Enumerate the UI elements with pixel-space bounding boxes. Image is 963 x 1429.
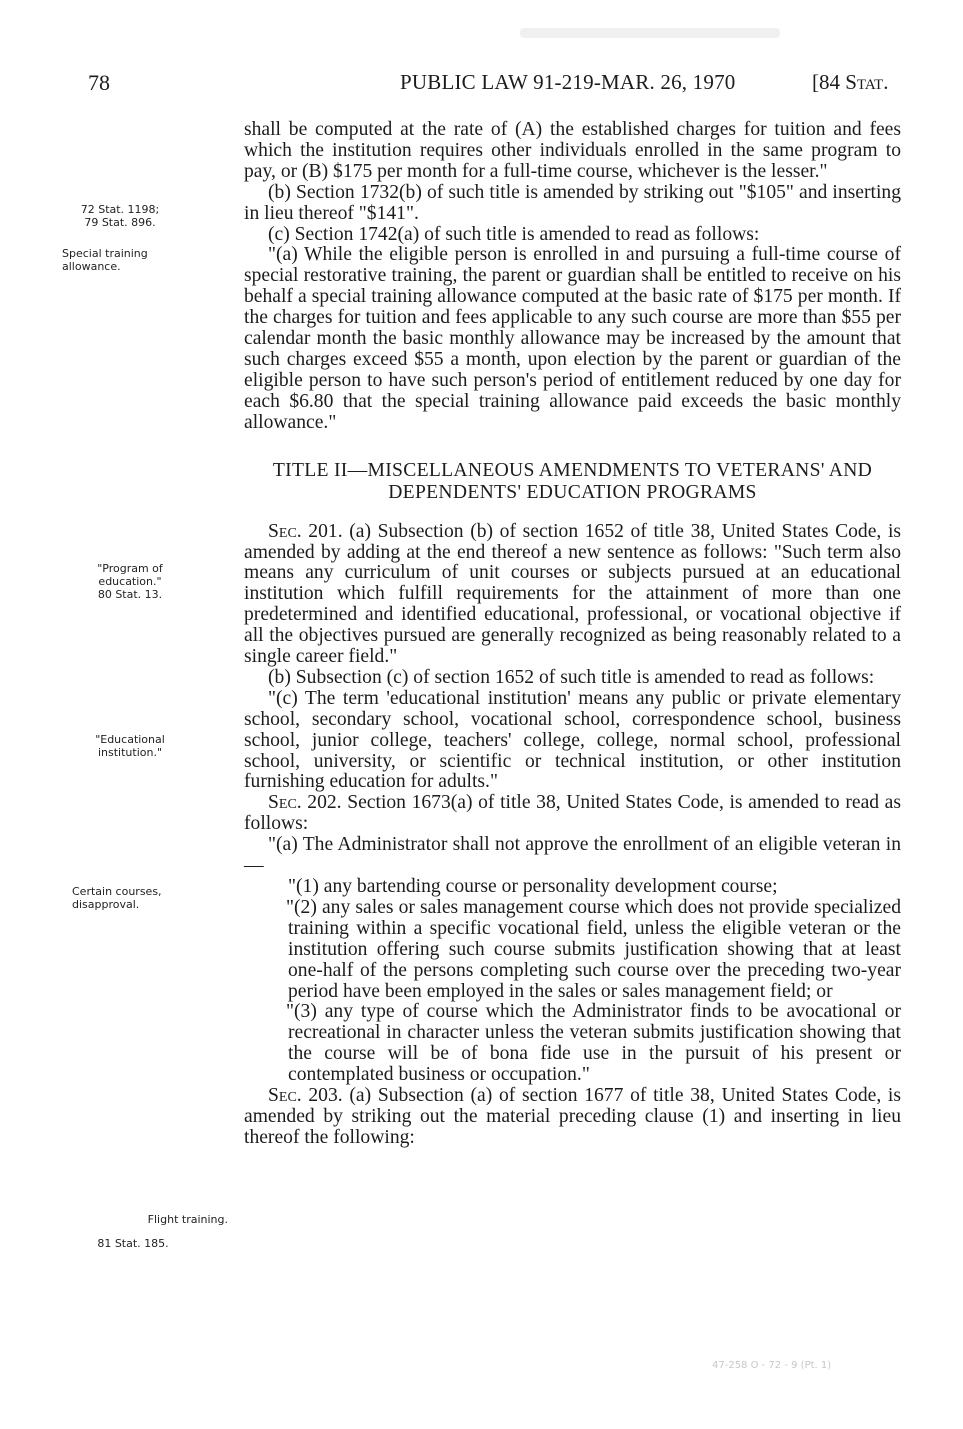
show-through-smudge bbox=[520, 28, 780, 38]
paragraph-sec-203 bbox=[244, 1086, 901, 1149]
paragraph-subsection-c-intro: (b) Subsection (c) of section 1652 of such title is amended to read as follows: bbox=[268, 666, 875, 688]
paragraph-sec-201 bbox=[244, 522, 901, 668]
title-ii-heading: TITLE II—MISCELLANEOUS AMENDMENTS TO VETERANS' AND DEPENDENTS' EDUCATION PROGRAMS bbox=[272, 459, 873, 503]
paragraph-section-1742a-intro: (c) Section 1742(a) of such title is amended to read as follows: bbox=[268, 223, 760, 245]
list-item-1: "(1) any bartending course or personality development course; bbox=[288, 876, 778, 897]
margin-note-program-of-education: "Program of education." 80 Stat. 13. bbox=[97, 562, 163, 601]
volume-ref-stat: Stat. bbox=[845, 70, 889, 94]
paragraph-administrator-approval: "(a) The Administrator shall not approve the enrollment of an eligible veteran in— bbox=[244, 834, 901, 877]
list-item-2: "(2) any sales or sales management course which does not provide specialized training within a specific vocational field, unless the eligible veteran or the institution offering such course submits justification showing that at least one-half of the persons completing such course over the preceding two-year period have been employed in the sales or sales management field; or bbox=[286, 896, 901, 1002]
page-number: 78 bbox=[88, 70, 110, 95]
print-mark: 47-258 O - 72 - 9 (Pt. 1) bbox=[712, 1360, 832, 1371]
margin-note-stat-185: 81 Stat. 185. bbox=[97, 1237, 169, 1250]
paragraph-continuation: shall be computed at the rate of (A) the established charges for tuition and fees which the institution requires other individuals enrolled in the same program to pay, or (B) $175 per month for a full-time course, whichever is the lesser." bbox=[244, 119, 901, 182]
paragraph-educational-institution-definition: "(c) The term 'educational institution' means any public or private elementary school, secondary school, vocational school, correspondence school, business school, junior college, teachers' college, college, normal school, professional school, university, or scientific or technical institution, or other institution furnishing education for adults." bbox=[244, 687, 901, 793]
sec-203-label: Sec. 203. bbox=[268, 1085, 343, 1107]
sec-202-label: Sec. 202. bbox=[268, 792, 342, 814]
paragraph-sec-202 bbox=[244, 793, 901, 835]
margin-note-certain-courses: Certain courses, disapproval. bbox=[72, 885, 162, 911]
volume-reference bbox=[812, 70, 888, 95]
sec-201-text: (a) Subsection (b) of section 1652 of title 38, United States Code, is amended by adding at the end thereof a new sentence as follows: "Such term also means any curriculum of unit courses or subjects pursued at an educational institution which fulfill requirements for the attainment of more than one predetermined and identified educational, professional, or vocational objective if all the objectives pursued are generally recognized as being reasonably related to a single career field." bbox=[244, 520, 902, 668]
margin-note-educational-institution: "Educational institution." bbox=[95, 733, 165, 759]
margin-note-flight-training: Flight training. bbox=[147, 1213, 228, 1226]
volume-ref-open: [84 bbox=[812, 70, 846, 94]
margin-note-stat-1198: 72 Stat. 1198; 79 Stat. 896. bbox=[80, 203, 160, 229]
sec-202-text: Section 1673(a) of title 38, United States Code, is amended to read as follows: bbox=[244, 792, 901, 835]
main-text bbox=[244, 120, 901, 1149]
list-item-3: "(3) any type of course which the Administrator finds to be avocational or recreational in character unless the veteran submits justification showing that the course will be of bona fide use in the pursuit of his present or contemplated business or occupation." bbox=[286, 1001, 901, 1086]
paragraph-special-training-allowance: "(a) While the eligible person is enrolled in and pursuing a full-time course of special restorative training, the parent or guardian shall be entitled to receive on his behalf a special training allowance computed at the basic rate of $175 per month. If the charges for tuition and fees applicable to any such course are more than $55 per calendar month the basic monthly allowance may be increased by the amount that such charges exceed $55 a month, upon election by the parent or guardian of the eligible person to have such person's period of entitlement reduced by one day for each $6.80 that the special training allowance paid exceeds the basic monthly allowance." bbox=[244, 244, 901, 433]
running-head: PUBLIC LAW 91-219-MAR. 26, 1970 bbox=[400, 70, 736, 94]
page-header bbox=[0, 70, 963, 102]
paragraph-section-1732b: (b) Section 1732(b) of such title is amended by striking out "$105" and inserting in lieu thereof "$141". bbox=[244, 181, 901, 224]
sec-201-label: Sec. 201. bbox=[268, 520, 343, 542]
margin-note-special-training: Special training allowance. bbox=[62, 247, 148, 273]
sec-203-text: (a) Subsection (a) of section 1677 of title 38, United States Code, is amended by striking out the material preceding clause (1) and inserting in lieu thereof the following: bbox=[244, 1085, 902, 1148]
